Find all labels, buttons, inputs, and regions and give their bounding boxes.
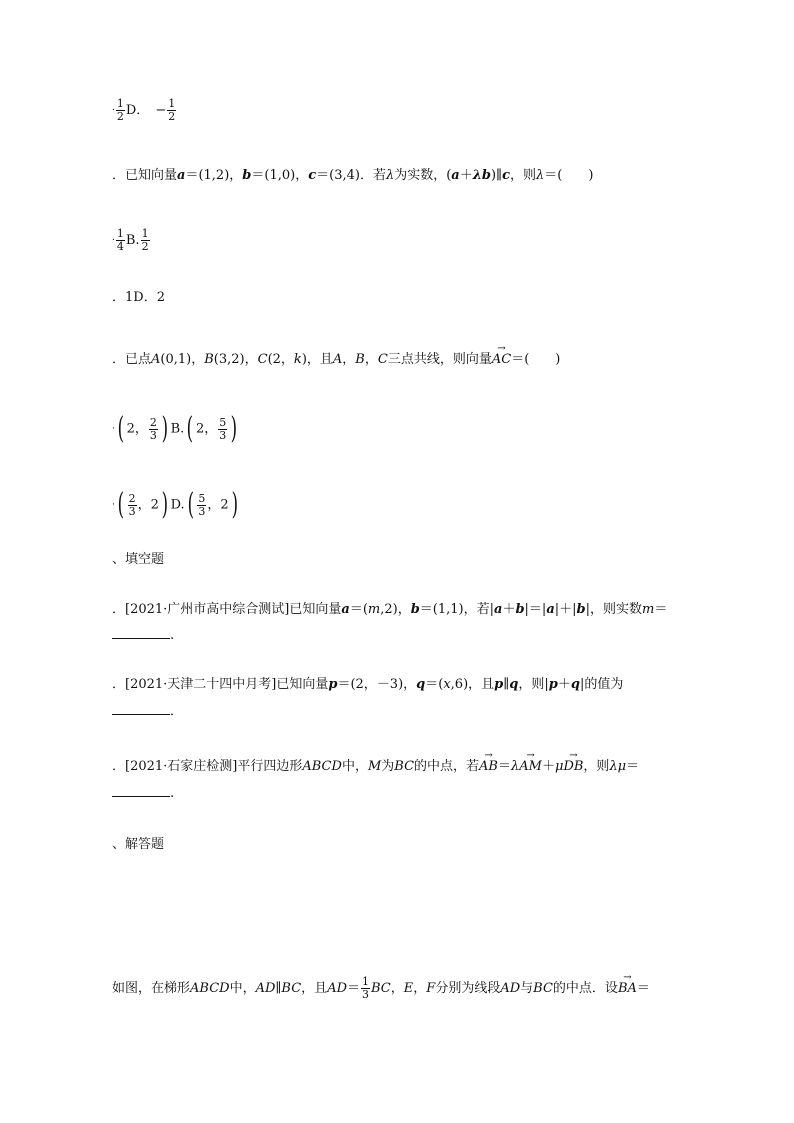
vector-ab: → AB <box>479 759 498 775</box>
fraction: $\frac{5}{3}$ <box>219 415 227 442</box>
fraction: $\frac{2}{3}$ <box>149 415 157 442</box>
section-heading-answer: 、解答题 <box>112 837 165 852</box>
fraction: $\frac{1}{2}$ <box>116 97 124 123</box>
question-10-answer-line: . <box>112 626 174 644</box>
section-heading-fill: 、填空题 <box>112 552 165 567</box>
question-8-options-ab: · $\frac{1}{4}$ B. $\frac{1}{2}$ <box>112 227 149 253</box>
answer-blank[interactable] <box>112 702 170 715</box>
question-13: 如图，在梯形ABCD中，AD∥BC，且AD＝ $\frac{1}{3}$ BC，E，F分别为线段AD与BC的中点．设→ BA＝ <box>112 976 650 1001</box>
question-9: ．已点A(0,1)，B(3,2)，C(2，k)，且A，B，C三点共线，则向量→ AC＝( ) <box>112 352 560 368</box>
question-11-answer-line: ． <box>112 702 183 720</box>
question-11: ．[2021·天津二十四中月考]已知向量p＝(2，－3)，q＝(x,6)，且p∥q，则|p＋q|的值为 <box>112 677 624 692</box>
prev-question-options: · $\frac{1}{2}$ D． − $\frac{1}{2}$ <box>112 97 176 123</box>
question-8: ．已知向量a＝(1,2)，b＝(1,0)，c＝(3,4)．若λ为实数，(a＋λb)∥c，则λ＝( ) <box>112 168 594 183</box>
fraction: $\frac{1}{2}$ <box>168 97 176 123</box>
question-9-options-ab: ·( 2， $\frac{2}{3}$ ) B.( 2， $\frac{5}{3}$ ) <box>112 411 238 446</box>
vector-am: → AM <box>519 759 542 775</box>
question-12: ．[2021·石家庄检测]平行四边形ABCD中，M为BC的中点，若→ AB＝λ→ AM＋μ→ DB，则λμ＝ <box>112 759 639 775</box>
fraction: $\frac{1}{4}$ <box>116 227 124 253</box>
vector-ac: → AC <box>492 352 511 368</box>
question-12-answer-line: . <box>112 784 174 802</box>
question-9-options-cd: ·( $\frac{2}{3}$ ，2) D.( $\frac{5}{3}$ ，2) <box>112 487 238 522</box>
fraction: $\frac{2}{3}$ <box>128 491 136 518</box>
answer-blank[interactable] <box>112 626 170 639</box>
fraction: $\frac{1}{3}$ <box>362 975 370 1001</box>
fraction: $\frac{1}{2}$ <box>141 227 149 253</box>
question-8-options-cd: ．1D．2 <box>112 290 165 305</box>
vector-ba: → BA <box>618 981 637 997</box>
vector-db: → DB <box>563 759 583 775</box>
answer-blank[interactable] <box>112 784 170 797</box>
fraction: $\frac{5}{3}$ <box>198 491 206 518</box>
question-10: ．[2021·广州市高中综合测试]已知向量a＝(m,2)，b＝(1,1)，若|a＋b|＝|a|＋|b|，则实数m＝ <box>112 602 668 617</box>
